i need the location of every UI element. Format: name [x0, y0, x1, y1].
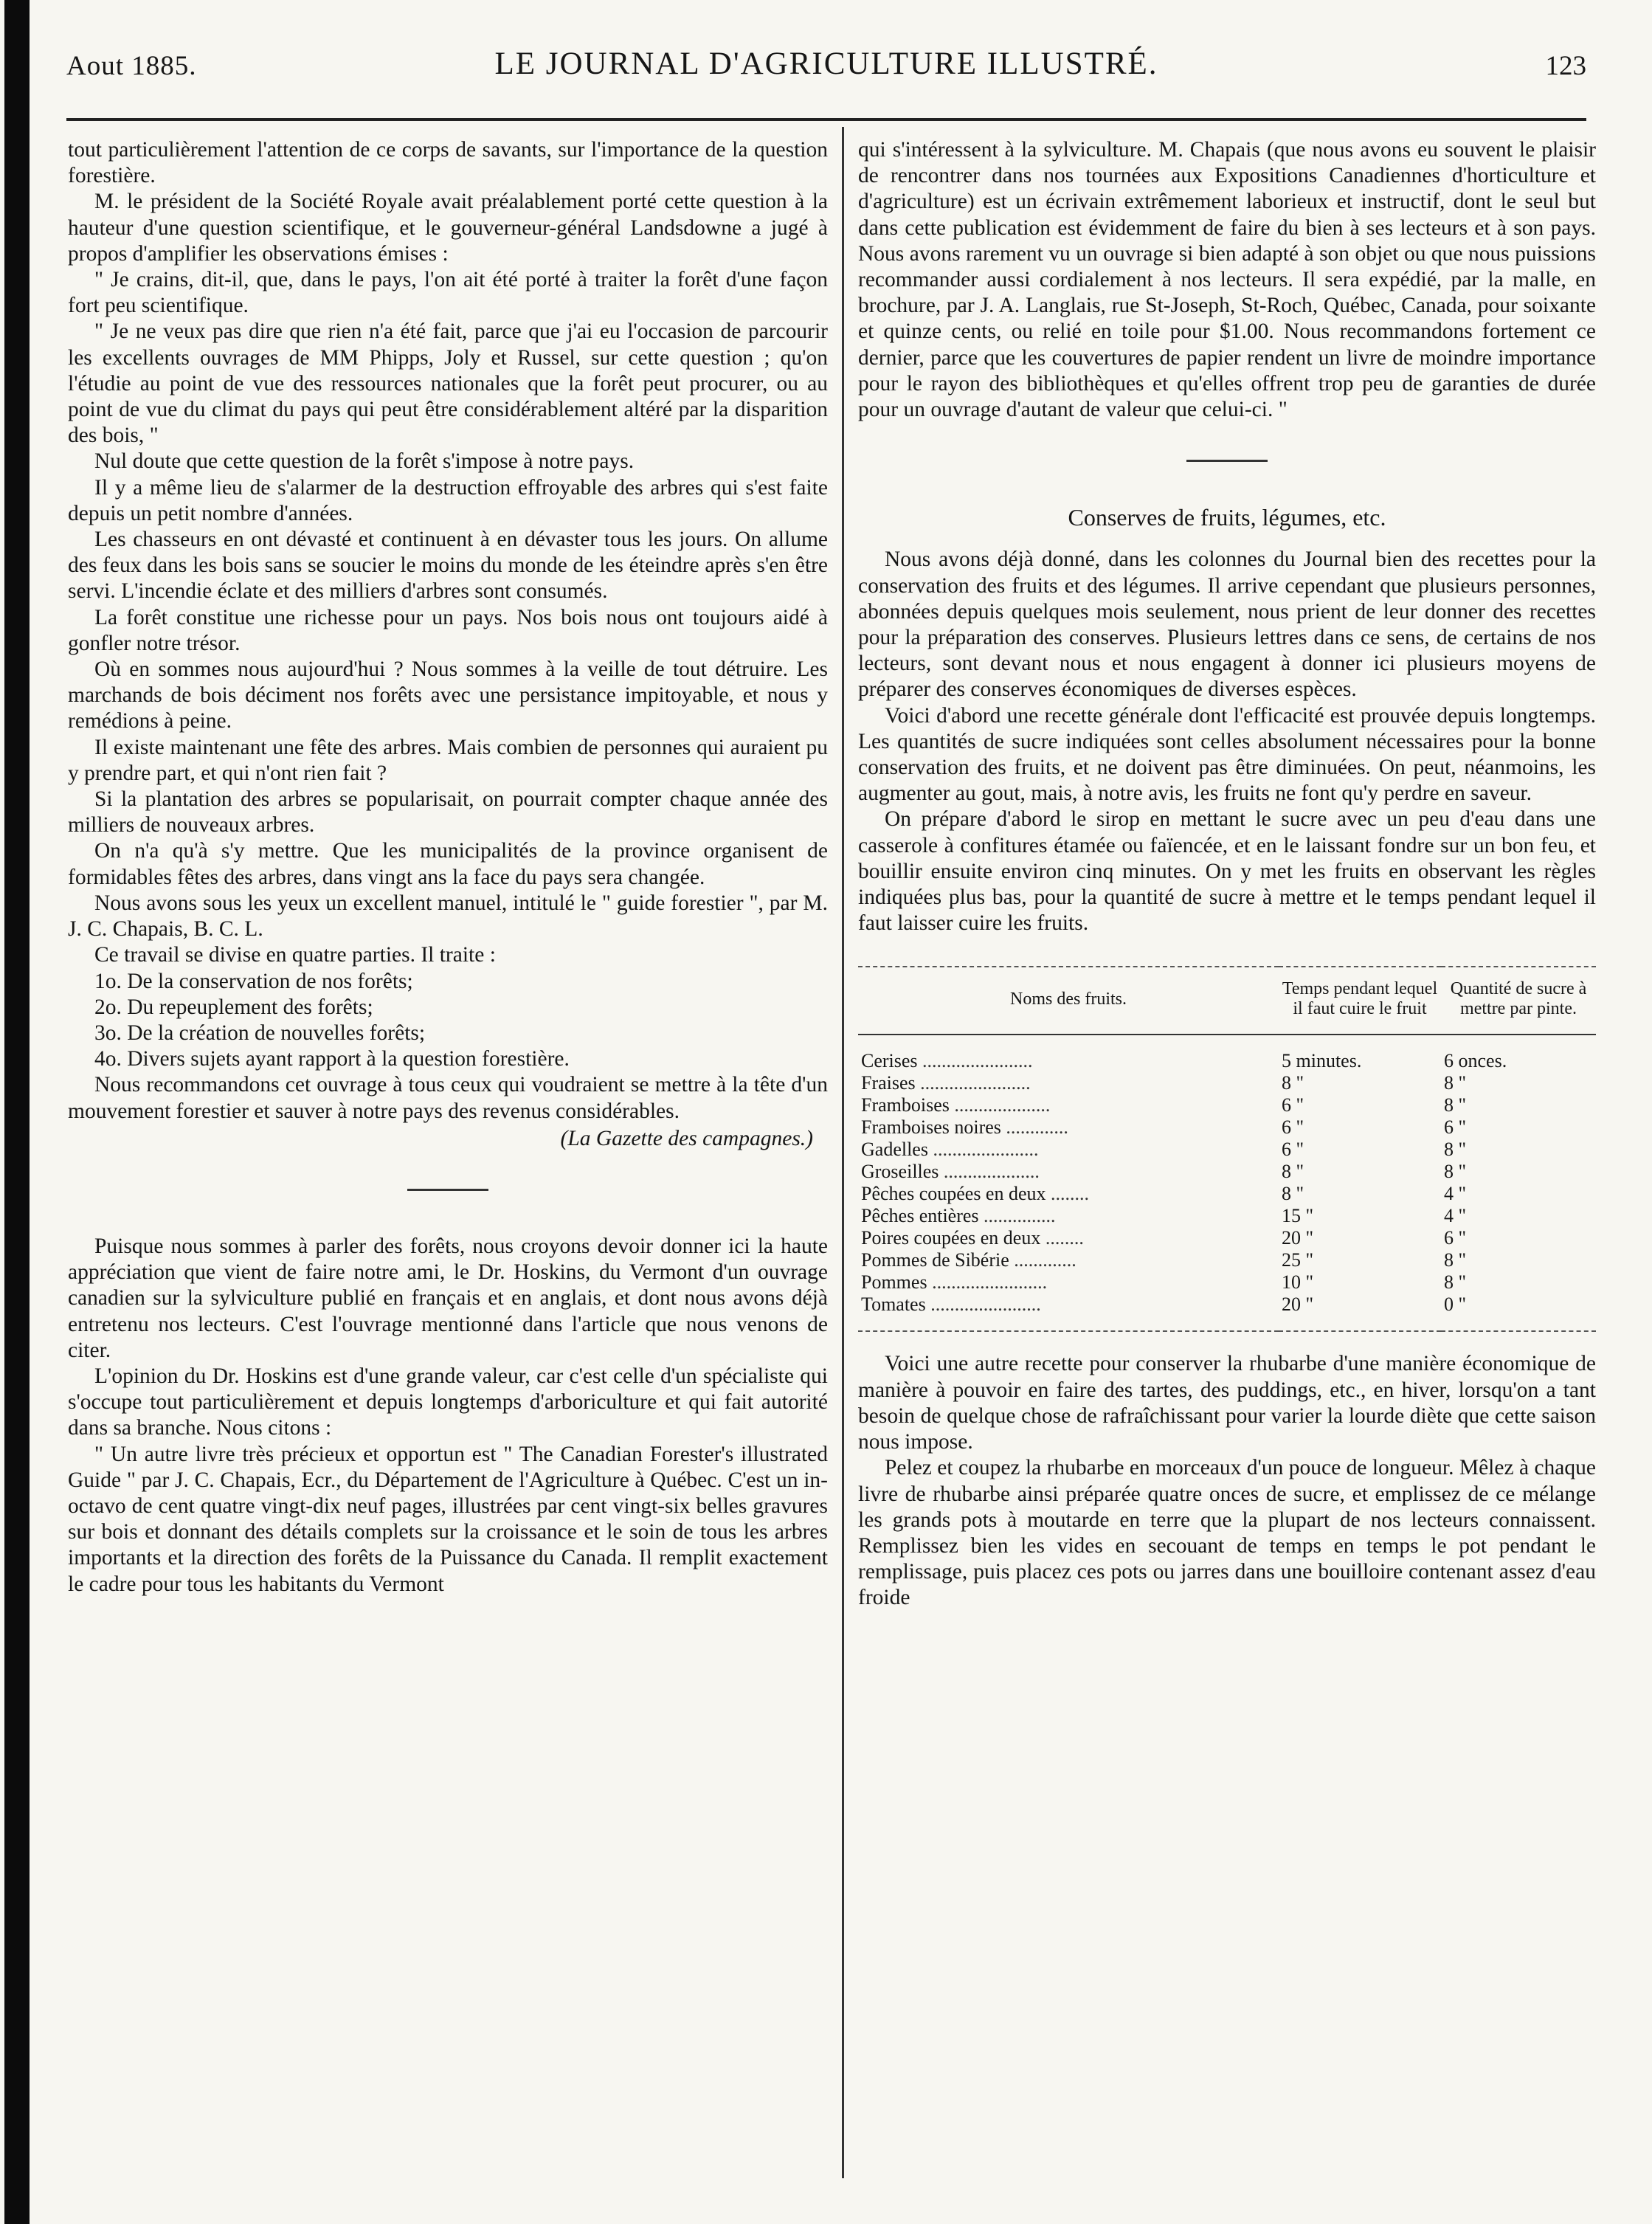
- section-title: Conserves de fruits, légumes, etc.: [1068, 504, 1386, 531]
- cooking-time-cell: [1279, 1205, 1441, 1227]
- table-row: [858, 1205, 1596, 1227]
- fruit-name-cell-text: Framboises noires: [861, 1116, 1001, 1139]
- fruit-name-cell: [858, 1227, 1279, 1249]
- sugar-quantity-cell-text: 8 ": [1444, 1094, 1467, 1116]
- fruit-name-cell-text: Pommes de Sibérie: [861, 1249, 1009, 1271]
- cooking-time-cell-text: 6 ": [1282, 1094, 1304, 1116]
- dot-leader: .......................: [917, 1050, 1033, 1072]
- table-row: [858, 1227, 1596, 1249]
- paragraph: L'opinion du Dr. Hoskins est d'une grande valeur, car c'est celle d'un spécialiste qui s'occupe tout particulièrement et depuis longtemps d'arboriculture et qui fait autorité dans sa branche. Nous citons :: [68, 1364, 828, 1440]
- sugar-quantity-cell-text: 8 ": [1444, 1161, 1467, 1183]
- cooking-time-cell: [1279, 1094, 1441, 1116]
- dot-leader: ....................: [939, 1161, 1040, 1183]
- table-row: [858, 1161, 1596, 1183]
- sugar-quantity-cell-text: 6 onces.: [1444, 1050, 1507, 1072]
- paragraph: Il existe maintenant une fête des arbres. Mais combien de personnes qui auraient pu y prendre part, et qui n'ont rien fait ?: [68, 735, 828, 785]
- fruit-name-cell: [858, 1139, 1279, 1161]
- cooking-time-cell-text: 6 ": [1282, 1116, 1304, 1139]
- sugar-quantity-cell: [1441, 1205, 1596, 1227]
- dot-leader: ......................: [927, 1139, 1039, 1161]
- fruit-name-cell: [858, 1116, 1279, 1139]
- paragraph: La forêt constitue une richesse pour un pays. Nos bois nous ont toujours aidé à gonfler notre trésor.: [68, 605, 828, 655]
- cooking-time-cell: [1279, 1227, 1441, 1249]
- paragraph: " Je ne veux pas dire que rien n'a été fait, parce que j'ai eu l'occasion de parcourir les excellents ouvrages de MM Phipps, Joly et Russel, sur cette question ; qu'on l'étudie au point de vue des ressources nationales que la forêt peut procurer, ou au point de vue du climat du pays qui peut être considérablement altéré par la disparition des bois, ": [68, 320, 828, 448]
- dot-leader: ....................: [949, 1094, 1051, 1116]
- fruit-name-cell: [858, 1072, 1279, 1094]
- fruit-name-cell-text: Framboises: [861, 1094, 950, 1116]
- fruit-name-cell: [858, 1094, 1279, 1116]
- paragraph: Voici une autre recette pour conserver la rhubarbe d'une manière économique de manière à pouvoir en faire des tartes, des puddings, etc., en hiver, lorsqu'on a tant besoin de quelque chose de rafraîchissant pour varier la lourde diète que cette saison nous impose.: [858, 1352, 1596, 1454]
- page-header: [66, 46, 1586, 90]
- dot-leader: ...............: [978, 1205, 1056, 1227]
- cooking-time-cell-text: 20 ": [1282, 1294, 1314, 1316]
- fruit-cooking-table: [858, 966, 1596, 1332]
- cooking-time-cell: [1279, 1139, 1441, 1161]
- fruit-name-cell-text: Poires coupées en deux: [861, 1227, 1041, 1249]
- paragraph: Nul doute que cette question de la forêt s'impose à notre pays.: [94, 449, 635, 474]
- list-item: 4o. Divers sujets ayant rapport à la question forestière.: [94, 1047, 570, 1071]
- table-row: [858, 1072, 1596, 1094]
- sugar-quantity-cell-text: 8 ": [1444, 1249, 1467, 1271]
- cooking-time-cell-text: 8 ": [1282, 1183, 1304, 1205]
- paragraph: M. le président de la Société Royale avait préalablement porté cette question à la hauteur d'une question scientifique, et le gouverneur-général Landsdowne a jugé à propos d'amplifier les observations émises :: [68, 190, 828, 266]
- cooking-time-cell-text: 15 ": [1282, 1205, 1314, 1227]
- table-row: [858, 1116, 1596, 1139]
- table-row: [858, 1183, 1596, 1205]
- cooking-time-cell: [1279, 1116, 1441, 1139]
- cooking-time-cell: [1279, 1294, 1441, 1331]
- fruit-name-cell-text: Pommes: [861, 1271, 927, 1294]
- table-header-row: [858, 967, 1596, 1035]
- paragraph: On n'a qu'à s'y mettre. Que les municipalités de la province organisent de formidables fêtes des arbres, dans vingt ans la face du pays sera changée.: [68, 839, 828, 889]
- page-number: 123: [1545, 51, 1586, 81]
- cooking-time-cell: [1279, 1035, 1441, 1072]
- fruit-name-cell: [858, 1161, 1279, 1183]
- table-row: [858, 1139, 1596, 1161]
- sugar-quantity-cell: [1441, 1249, 1596, 1271]
- dot-leader: ........................: [927, 1271, 1048, 1294]
- sugar-quantity-cell-text: 8 ": [1444, 1271, 1467, 1294]
- paragraph: On prépare d'abord le sirop en mettant le sucre avec un peu d'eau dans une casserole à confitures étamée ou faïencée, et en le laissant fondre sur un bon feu, et bouillir ensuite environ cinq minutes. On y met les fruits en observant les règles indiquées plus bas, pour la quantité de sucre à mettre et le temps pendant lequel il faut laisser cuire les fruits.: [858, 807, 1596, 936]
- fruit-name-cell-text: Pêches entières: [861, 1205, 979, 1227]
- fruit-name-cell-text: Gadelles: [861, 1139, 928, 1161]
- list-item: 3o. De la création de nouvelles forêts;: [94, 1021, 426, 1045]
- dot-leader: .......................: [915, 1072, 1031, 1094]
- section-separator: [1186, 460, 1268, 462]
- sugar-quantity-cell-text: 8 ": [1444, 1072, 1467, 1094]
- right-column: [858, 137, 1596, 1612]
- cooking-time-cell-text: 6 ": [1282, 1139, 1304, 1161]
- fruit-name-cell: [858, 1205, 1279, 1227]
- paragraph: Nous avons déjà donné, dans les colonnes du Journal bien des recettes pour la conservation des fruits et des légumes. Il arrive cependant que plusieurs personnes, abonnées depuis quelques mois seulement, nous prient de leur donner des recettes pour la préparation des conserves. Plusieurs lettres dans ce sens, de certains de nos lecteurs, sont devant nous et nous engagent à donner ici plusieurs moyens de préparer des conserves économiques de diverses espèces.: [858, 548, 1596, 702]
- cooking-time-cell: [1279, 1249, 1441, 1271]
- fruit-name-cell-text: Groseilles: [861, 1161, 939, 1183]
- sugar-quantity-cell: [1441, 1183, 1596, 1205]
- cooking-time-cell-text: 10 ": [1282, 1271, 1314, 1294]
- sugar-quantity-cell: [1441, 1271, 1596, 1294]
- paragraph: Voici d'abord une recette générale dont l'efficacité est prouvée depuis longtemps. Les quantités de sucre indiquées sont celles absolument nécessaires pour la bonne conservation des fruits, et ne doivent pas être diminuées. On peut, néanmoins, les augmenter au gout, mais, à notre avis, les fruits ne font qu'y perdre en saveur.: [858, 703, 1596, 806]
- dot-leader: ........: [1046, 1183, 1090, 1205]
- cooking-time-cell-text: 8 ": [1282, 1072, 1304, 1094]
- left-column: [68, 137, 828, 1598]
- cooking-time-cell-text: 25 ": [1282, 1249, 1314, 1271]
- page-edge-binding: [4, 0, 30, 2224]
- paragraph: " Je crains, dit-il, que, dans le pays, l'on ait été porté à traiter la forêt d'une façon fort peu scientifique.: [68, 268, 828, 318]
- column-divider: [842, 127, 844, 2178]
- paragraph: Puisque nous sommes à parler des forêts, nous croyons devoir donner ici la haute appréciation que vient de faire notre ami, le Dr. Hoskins, du Vermont d'un ouvrage canadien sur la sylviculture publié en français et en anglais, et dont nous avons déjà entretenu nos lecteurs. C'est l'ouvrage mentionné dans l'article que nous venons de citer.: [68, 1234, 828, 1362]
- paragraph: " Un autre livre très précieux et opportun est " The Canadian Forester's illustrated Guide " par J. C. Chapais, Ecr., du Département de l'Agriculture à Québec. C'est un in-octavo de cent quatre vingt-dix neuf pages, illustrées par cent vingt-six belles gravures sur bois et donnant des détails complets sur la croissance et le soin de tous les arbres importants et la direction des forêts de la Puissance du Canada. Il remplit exactement le cadre pour tous les habitants du Vermont: [68, 1442, 828, 1596]
- fruit-name-cell-text: Tomates: [861, 1294, 926, 1316]
- fruit-name-cell: [858, 1271, 1279, 1294]
- cooking-time-cell-text: 20 ": [1282, 1227, 1314, 1249]
- issue-date: Aout 1885.: [66, 51, 197, 81]
- table-row: [858, 1249, 1596, 1271]
- cooking-time-cell: [1279, 1072, 1441, 1094]
- header-sugar-quantity: Quantité de sucre à mettre par pinte.: [1441, 967, 1596, 1035]
- section-separator: [407, 1189, 488, 1191]
- sugar-quantity-cell-text: 6 ": [1444, 1227, 1467, 1249]
- dot-leader: .......................: [925, 1294, 1041, 1316]
- header-cooking-time: Temps pendant lequel il faut cuire le fruit: [1279, 967, 1441, 1035]
- cooking-time-cell: [1279, 1161, 1441, 1183]
- sugar-quantity-cell: [1441, 1139, 1596, 1161]
- header-rule: [66, 118, 1586, 121]
- fruit-name-cell: [858, 1035, 1279, 1072]
- fruit-name-cell: [858, 1294, 1279, 1331]
- sugar-quantity-cell-text: 4 ": [1444, 1205, 1467, 1227]
- sugar-quantity-cell: [1441, 1294, 1596, 1331]
- sugar-quantity-cell-text: 8 ": [1444, 1139, 1467, 1161]
- paragraph: Il y a même lieu de s'alarmer de la destruction effroyable des arbres qui s'est faite depuis un petit nombre d'années.: [68, 475, 828, 525]
- table-row: [858, 1294, 1596, 1331]
- paragraph: Si la plantation des arbres se popularisait, on pourrait compter chaque année des milliers de nouveaux arbres.: [68, 787, 828, 838]
- sugar-quantity-cell: [1441, 1227, 1596, 1249]
- sugar-quantity-cell: [1441, 1094, 1596, 1116]
- paragraph: Nous avons sous les yeux un excellent manuel, intitulé le " guide forestier ", par M. J. C. Chapais, B. C. L.: [68, 891, 828, 942]
- paragraph: Où en sommes nous aujourd'hui ? Nous sommes à la veille de tout détruire. Les marchands de bois déciment nos forêts avec une persistance impitoyable, et nous y remédions à peine.: [68, 657, 828, 733]
- list-item: 2o. Du repeuplement des forêts;: [94, 995, 373, 1019]
- fruit-name-cell-text: Cerises: [861, 1050, 918, 1072]
- header-fruit-name: Noms des fruits.: [858, 967, 1279, 1035]
- journal-title: LE JOURNAL D'AGRICULTURE ILLUSTRÉ.: [494, 46, 1158, 81]
- paragraph: Ce travail se divise en quatre parties. Il traite :: [94, 943, 496, 967]
- dot-leader: .............: [1000, 1116, 1068, 1139]
- paragraph: qui s'intéressent à la sylviculture. M. Chapais (que nous avons eu souvent le plaisir de rencontrer dans nos tournées aux Expositions Canadiennes d'horticulture et d'agriculture) est un écrivain extrêmement laborieux et instructif, dont le seul but dans cette publication est évidemment de faire du bien à ses lecteurs et à son pays. Nous avons rarement vu un ouvrage si bien adapté à son objet ou que nous puissions recommander aussi cordialement à nos lecteurs. Il sera expédié, par la malle, en brochure, par J. A. Langlais, rue St-Joseph, St-Roch, Québec, Canada, pour soixante et quinze cents, ou relié en toile pour $1.00. Nous recommandons fortement ce dernier, parce que les couvertures de papier rendent un livre de moindre importance pour le rayon des bibliothèques et qu'elles offrent trop peu de garanties de durée pour un ouvrage d'autant de valeur que celui-ci. ": [858, 138, 1596, 422]
- list-item: 1o. De la conservation de nos forêts;: [94, 969, 413, 993]
- table-row: [858, 1035, 1596, 1072]
- paragraph: Nous recommandons cet ouvrage à tous ceux qui voudraient se mettre à la tête d'un mouvement forestier et sauver à notre pays des revenus considérables.: [68, 1073, 828, 1123]
- sugar-quantity-cell: [1441, 1035, 1596, 1072]
- sugar-quantity-cell-text: 0 ": [1444, 1294, 1467, 1316]
- dot-leader: .............: [1009, 1249, 1076, 1271]
- paragraph: Pelez et coupez la rhubarbe en morceaux d'un pouce de longueur. Mêlez à chaque livre de rhubarbe ainsi préparée quatre onces de sucre, et emplissez de ce mélange les grands pots à moutarde en terre que la plupart de nos lecteurs connaissent. Remplissez bien les vides en secouant de temps en temps le pot pendant le remplissage, puis placez ces pots ou jarres dans une bouilloire contenant assez d'eau froide: [858, 1456, 1596, 1610]
- source-citation: (La Gazette des campagnes.): [560, 1126, 813, 1150]
- cooking-time-cell-text: 8 ": [1282, 1161, 1304, 1183]
- fruit-name-cell: [858, 1183, 1279, 1205]
- sugar-quantity-cell: [1441, 1161, 1596, 1183]
- cooking-time-cell: [1279, 1183, 1441, 1205]
- fruit-name-cell-text: Pêches coupées en deux: [861, 1183, 1046, 1205]
- table-row: [858, 1271, 1596, 1294]
- dot-leader: ........: [1040, 1227, 1084, 1249]
- table-row: [858, 1094, 1596, 1116]
- sugar-quantity-cell: [1441, 1072, 1596, 1094]
- paragraph: Les chasseurs en ont dévasté et continuent à en dévaster tous les jours. On allume des feux dans les bois sans se soucier le moins du monde de les éteindre après s'en être servi. L'incendie éclate et des milliers d'arbres sont consumés.: [68, 528, 828, 604]
- sugar-quantity-cell-text: 4 ": [1444, 1183, 1467, 1205]
- cooking-time-cell-text: 5 minutes.: [1282, 1050, 1362, 1072]
- fruit-name-cell-text: Fraises: [861, 1072, 916, 1094]
- sugar-quantity-cell-text: 6 ": [1444, 1116, 1467, 1139]
- cooking-time-cell: [1279, 1271, 1441, 1294]
- sugar-quantity-cell: [1441, 1116, 1596, 1139]
- paragraph: tout particulièrement l'attention de ce corps de savants, sur l'importance de la question forestière.: [68, 138, 828, 188]
- fruit-name-cell: [858, 1249, 1279, 1271]
